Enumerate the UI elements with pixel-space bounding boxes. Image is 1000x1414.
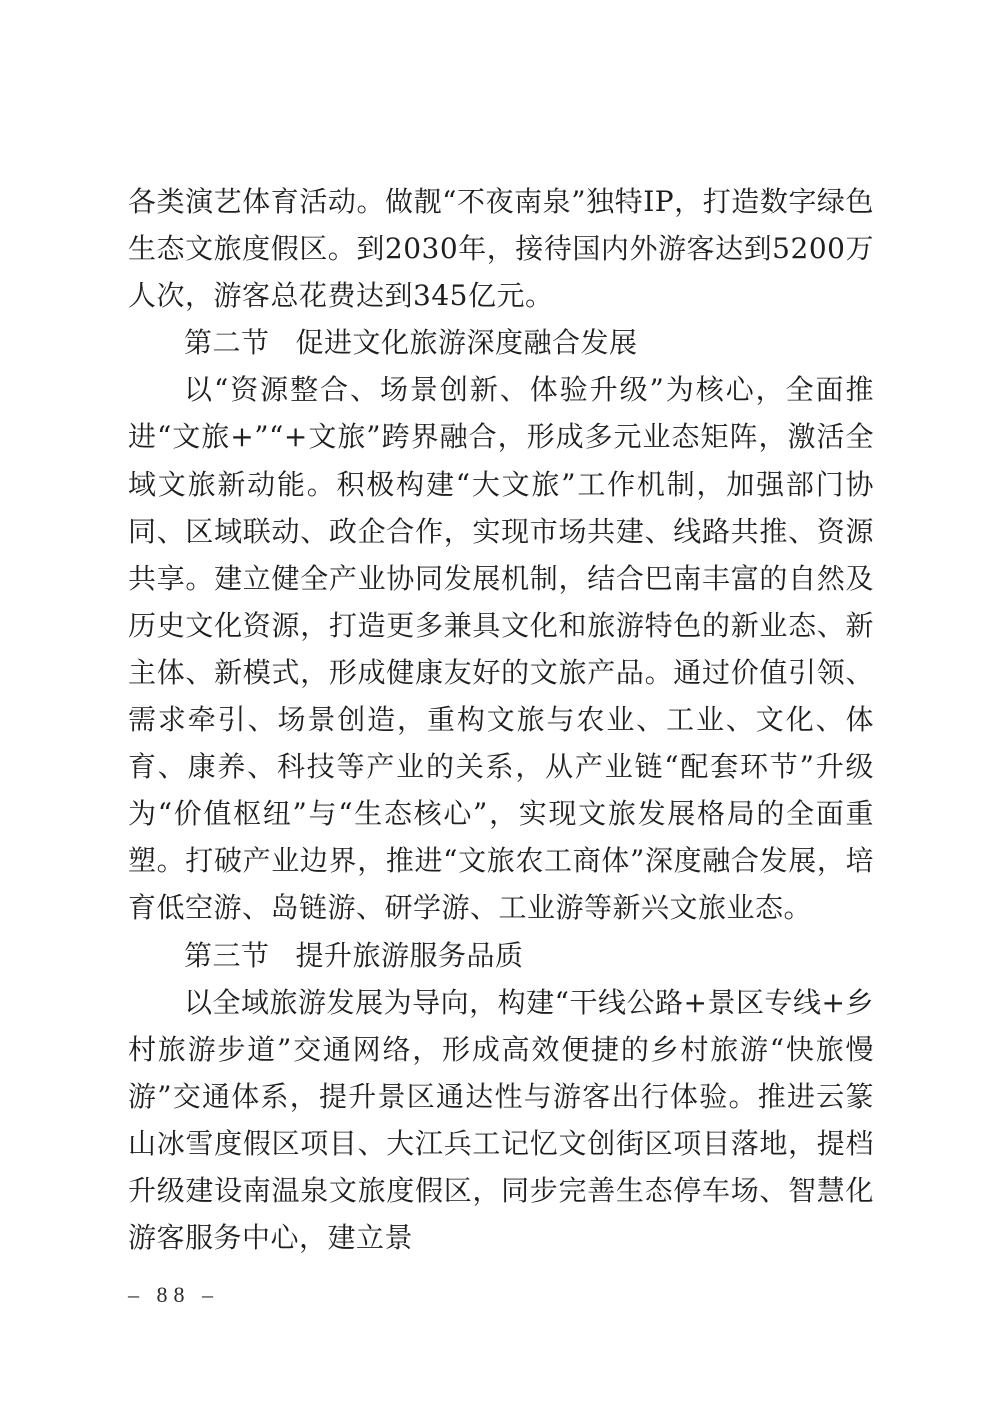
paragraph-1: 各类演艺体育活动。做靓“不夜南泉”独特IP，打造数字绿色生态文旅度假区。到2030年，接待国内外游客达到5200万人次，游客总花费达到345亿元。 [128, 185, 874, 313]
section-number: 第二节 [184, 326, 270, 360]
section-heading-3 [128, 932, 874, 979]
paragraph-2: 以“资源整合、场景创新、体验升级”为核心，全面推进“文旅+”“+文旅”跨界融合，形成多元业态矩阵，激活全域文旅新动能。积极构建“大文旅”工作机制，加强部门协同、区域联动、政企合作，实现市场共建、线路共推、资源共享。建立健全产业协同发展机制，结合巴南丰富的自然及历史文化资源，打造更多兼具文化和旅游特色的新业态、新主体、新模式，形成健康友好的文旅产品。通过价值引领、需求牵引、场景创造，重构文旅与农业、工业、文化、体育、康养、科技等产业的关系，从产业链“配套环节”升级为“价值枢纽”与“生态核心”，实现文旅发展格局的全面重塑。打破产业边界，推进“文旅农工商体”深度融合发展，培育低空游、岛链游、研学游、工业游等新兴文旅业态。 [128, 373, 874, 925]
section-title: 促进文化旅游深度融合发展 [295, 326, 638, 360]
section-heading-2 [128, 319, 874, 366]
section-number: 第三节 [184, 938, 270, 972]
body-text [128, 178, 874, 1261]
section-title: 提升旅游服务品质 [295, 938, 524, 972]
paragraph-3: 以全域旅游发展为导向，构建“干线公路+景区专线+乡村旅游步道”交通网络，形成高效便捷的乡村旅游“快旅慢游”交通体系，提升景区通达性与游客出行体验。推进云篆山冰雪度假区项目、大江兵工记忆文创街区项目落地，提档升级建设南温泉文旅度假区，同步完善生态停车场、智慧化游客服务中心，建立景 [128, 985, 874, 1255]
page-number: – 88 – [128, 1282, 219, 1307]
